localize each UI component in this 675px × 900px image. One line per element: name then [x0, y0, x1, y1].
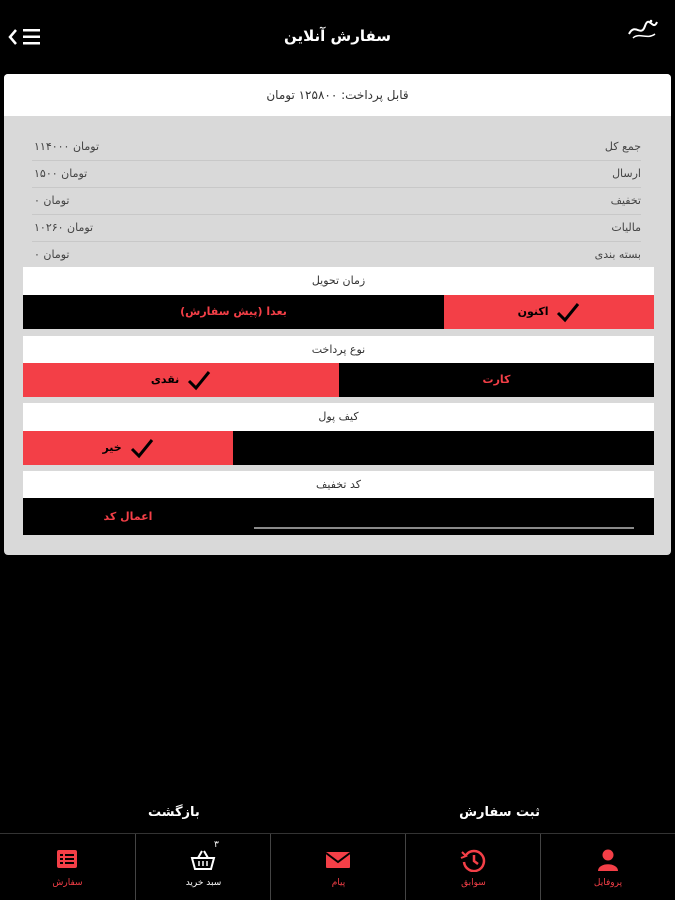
wallet-header: کیف پول — [23, 403, 654, 431]
basket-icon — [188, 848, 218, 872]
summary-label: تخفیف — [610, 194, 641, 207]
payment-header: نوع پرداخت — [23, 336, 654, 364]
logo — [627, 16, 659, 42]
delivery-now-label: اکنون — [517, 305, 549, 318]
summary-label: مالیات — [611, 221, 641, 234]
summary-row — [32, 242, 641, 269]
submit-order-button[interactable]: ثبت سفارش — [459, 805, 540, 820]
summary-value: ۱۰۲۶۰ تومان — [34, 221, 94, 234]
back-button[interactable]: بازگشت — [148, 805, 200, 820]
mail-icon — [323, 848, 353, 872]
payment-cash-label: نقدی — [150, 373, 180, 386]
delivery-header: زمان تحویل — [23, 267, 654, 295]
history-icon — [458, 848, 488, 872]
summary-row — [32, 161, 641, 188]
delivery-later-button[interactable] — [23, 295, 444, 329]
wallet-no-button[interactable] — [23, 431, 233, 465]
payment-cash-button[interactable] — [23, 363, 339, 397]
top-bar — [0, 0, 675, 75]
tab-history[interactable] — [406, 834, 541, 900]
wallet-options — [23, 431, 654, 465]
summary-value: ۱۵۰۰ تومان — [34, 167, 88, 180]
summary-label: جمع کل — [604, 140, 641, 153]
summary-value: ۱۱۴۰۰۰ تومان — [34, 140, 100, 153]
tab-label: پیام — [331, 878, 346, 888]
summary-value: ۰ تومان — [34, 248, 70, 261]
tab-message[interactable] — [271, 834, 406, 900]
check-icon — [187, 369, 211, 391]
bottom-tab-bar — [0, 833, 675, 900]
payment-card-label: کارت — [482, 373, 511, 386]
summary-row — [32, 134, 641, 161]
tab-label: سبد خرید — [185, 878, 222, 888]
tab-order[interactable] — [0, 834, 135, 900]
wallet-yes-button[interactable] — [233, 431, 654, 465]
check-icon — [130, 437, 154, 459]
tab-basket[interactable] — [136, 834, 271, 900]
summary-value: ۰ تومان — [34, 194, 70, 207]
summary-label: بسته بندی — [594, 248, 641, 261]
order-panel — [4, 74, 671, 555]
tab-profile[interactable] — [541, 834, 675, 900]
delivery-later-label: بعدا (پیش سفارش) — [180, 305, 287, 318]
summary-row — [32, 215, 641, 242]
delivery-options — [23, 295, 654, 329]
page-title: سفارش آنلاین — [283, 27, 392, 45]
payment-card-button[interactable] — [339, 363, 654, 397]
discount-header: کد تخفیف — [23, 471, 654, 499]
apply-code-button[interactable] — [23, 498, 233, 535]
tab-label: سوابق — [461, 878, 486, 888]
discount-code-input[interactable] — [254, 525, 634, 529]
check-icon — [556, 301, 580, 323]
wallet-no-label: خیر — [102, 441, 122, 454]
apply-code-label: اعمال کد — [103, 510, 153, 523]
summary-label: ارسال — [612, 167, 641, 180]
payment-options — [23, 363, 654, 397]
payable-amount: قابل پرداخت: ۱۲۵۸۰۰ تومان — [4, 74, 671, 116]
user-icon — [593, 848, 623, 872]
cart-count-badge: ۳ — [214, 840, 219, 850]
list-icon — [52, 848, 82, 872]
delivery-now-button[interactable] — [444, 295, 654, 329]
summary-row — [32, 188, 641, 215]
tab-label: سفارش — [52, 878, 83, 888]
discount-bar — [23, 498, 654, 535]
tab-label: پروفایل — [593, 878, 623, 888]
